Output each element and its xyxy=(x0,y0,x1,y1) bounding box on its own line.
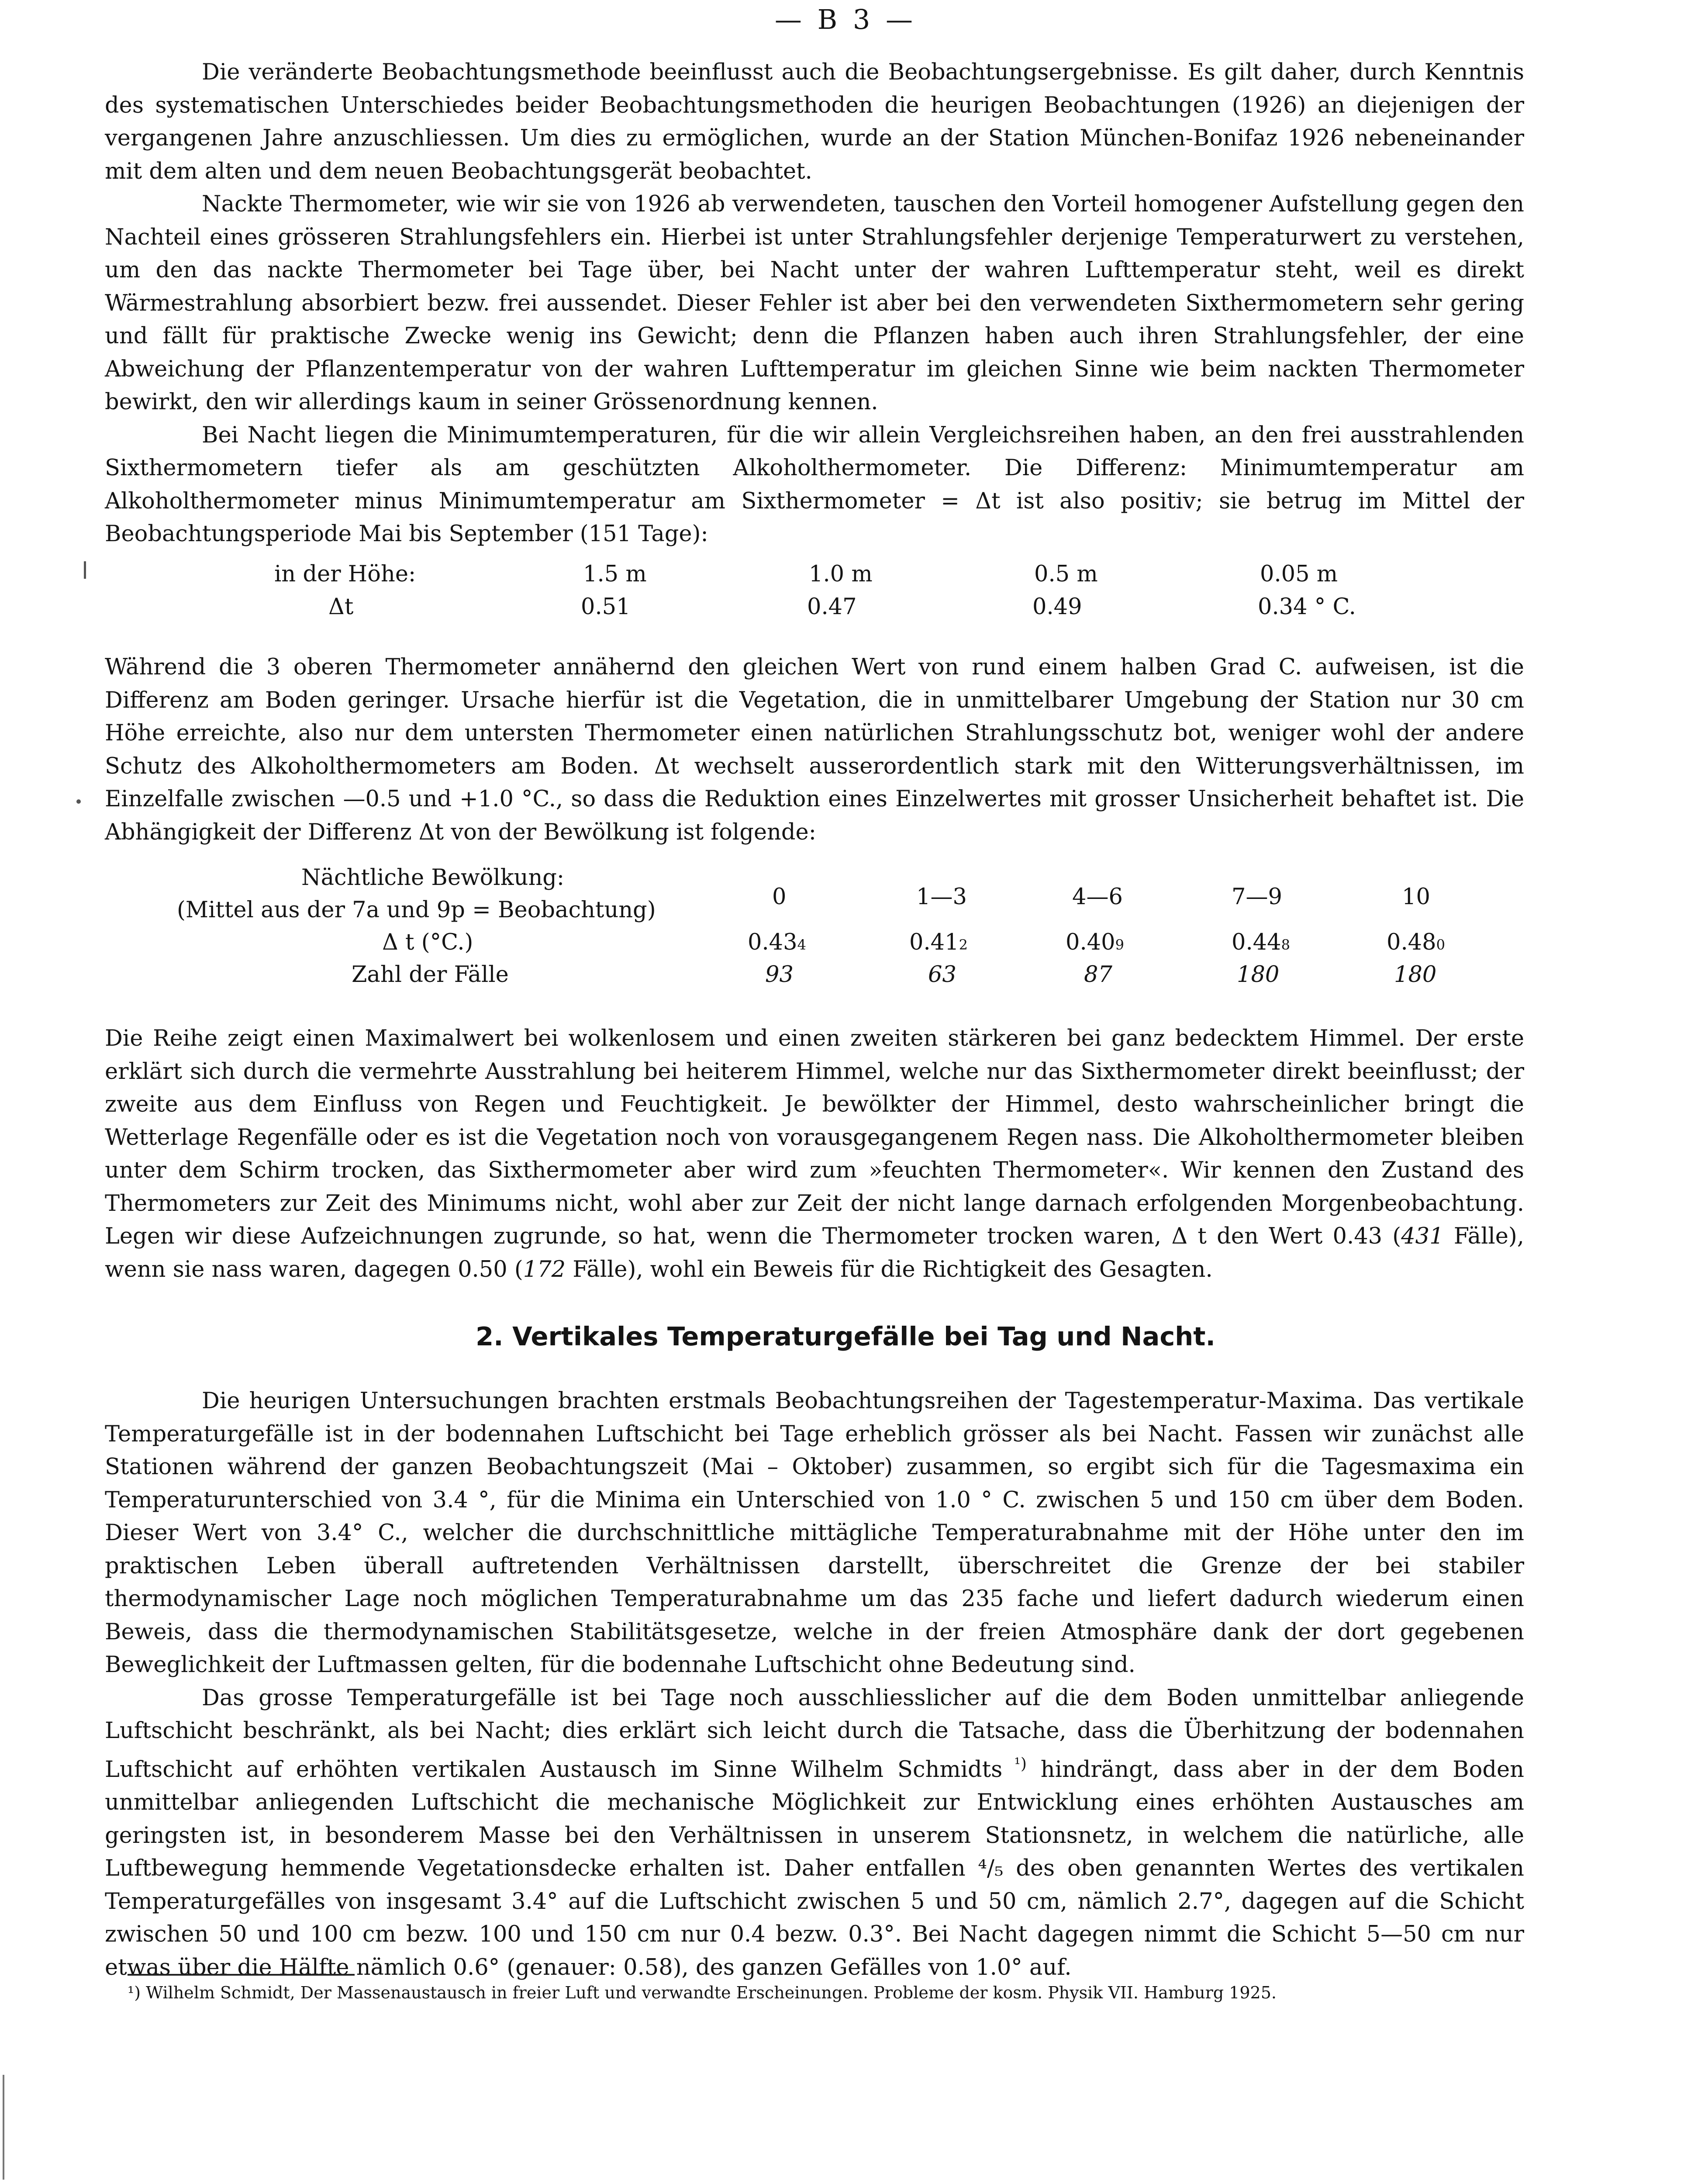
text-run: Die Reihe zeigt einen Maximalwert bei wolkenlosem und einen zweiten stärkeren bei ganz bedecktem Himmel. Der erste erklärt sich durch die vermehrte Ausstrahlung bei heiterem Himmel, welche nur das Sixthermometer direkt beeinflusst; der zweite aus dem Einfluss von Regen und Feuchtigkeit. Je bewölkter der Himmel, desto wahrscheinlicher bringt die Wetterlage Regenfälle oder es ist die Vegetation noch von vorausgegangenem Regen nass. Die Alkoholthermometer bleiben unter dem Schirm trocken, das Sixthermometer aber wird zum »feuchten Thermometer«. Wir kennen den Zustand des Thermometers zur Zeit des Minimums nicht, wohl aber zur Zeit der nicht lange darnach erfolgenden Morgenbeobachtung. Legen wir diese Aufzeichnungen zugrunde, so hat, wenn die Thermometer trocken waren, Δ t den Wert 0.43 ( xyxy=(105,1026,1524,1249)
footnote: ¹) Wilhelm Schmidt, Der Massenaustausch in freier Luft und verwandte Erscheinungen. Probleme der kosm. Physik VII. Hamburg 1925. xyxy=(128,1983,1277,2002)
dt-main: 0.41 xyxy=(909,930,959,955)
height-value: 0.5 m xyxy=(1034,561,1098,587)
text-run: Das grosse Temperaturgefälle ist bei Tage noch ausschliesslicher auf die dem Boden unmittelbar anliegende Luftschicht beschränkt, als bei Nacht; dies erklärt sich leicht durch die Tatsache, dass die Überhitzung der bodennahen Luftschicht auf erhöhten vertikalen Austausch im Sinne Wilhelm Schmidts xyxy=(105,1685,1524,1783)
margin-mark xyxy=(76,799,81,804)
count-cell: 87 xyxy=(1084,962,1112,988)
dt-cell xyxy=(1387,930,1445,955)
dt-sub: 2 xyxy=(959,936,968,953)
text-block-3 xyxy=(105,1022,1524,1286)
text-run: hindrängt, dass aber in der dem Boden unmittelbar anliegenden Luftschicht die mechanische Möglichkeit zur Entwicklung eines erhöhten Austausches am geringsten ist, in besonderem Masse bei den Verhältnissen in unserem Stationsnetz, in welchem die natürliche, alle Luftbewegung hemmende Vegetationsdecke erhalten ist. Daher entfallen ⁴/₅ des oben genannten Wertes des vertikalen Temperaturgefälles von insgesamt 3.4° auf die Luftschicht zwischen 5 und 50 cm, nämlich 2.7°, dagegen auf die Schicht zwischen 50 und 100 cm bezw. 100 und 150 cm nur 0.4 bezw. 0.3°. Bei Nacht dagegen nimmt die Schicht 5—50 cm nur etwas über die Hälfte nämlich 0.6° (genauer: 0.58), des ganzen Gefälles von 1.0° auf. xyxy=(105,1756,1524,1980)
count-label: Zahl der Fälle xyxy=(352,962,509,988)
section-heading: 2. Vertikales Temperaturgefälle bei Tag und Nacht. xyxy=(476,1321,1215,1351)
paragraph xyxy=(105,1682,1524,1984)
cloud-table xyxy=(0,865,1691,996)
dt-label: Δ t (°C.) xyxy=(382,930,473,955)
case-count: 431 xyxy=(1401,1223,1444,1249)
dt-sub: 9 xyxy=(1115,936,1124,953)
page-header: — B 3 — xyxy=(774,3,917,35)
paragraph: Die veränderte Beobachtungsmethode beeinflusst auch die Beobachtungsergebnisse. Es gilt daher, durch Kenntnis des systematischen Unterschiedes beider Beobachtungsmethoden die heurigen Beobachtungen (1926) an diejenigen der vergangenen Jahre anzuschliessen. Um dies zu ermöglichen, wurde an der Station München-Bonifaz 1926 nebeneinander mit dem alten und dem neuen Beobachtungsgerät beobachtet. xyxy=(105,59,1524,184)
count-cell: 180 xyxy=(1237,962,1280,988)
paragraph xyxy=(105,1022,1524,1286)
dt-value: 0.34 ° C. xyxy=(1258,594,1356,620)
paragraph: Bei Nacht liegen die Minimumtemperaturen, für die wir allein Vergleichsreihen haben, an den frei ausstrahlenden Sixthermometern tiefer als am geschützten Alkoholthermometer. Die Differenz: Minimumtemperatur am Alkoholthermometer minus Minimumtemperatur am Sixthermometer = Δt ist also positiv; sie betrug im Mittel der Beobachtungsperiode Mai bis September (151 Tage): xyxy=(105,422,1524,547)
text-block-4 xyxy=(105,1385,1524,1984)
dt-sub: 8 xyxy=(1281,936,1290,953)
dt-row-label: Δt xyxy=(328,594,354,620)
count-cell: 180 xyxy=(1394,962,1437,988)
height-value: 0.05 m xyxy=(1260,561,1338,587)
count-cell: 63 xyxy=(928,962,956,988)
margin-mark xyxy=(84,561,86,579)
dt-main: 0.40 xyxy=(1066,930,1115,955)
dt-value: 0.49 xyxy=(1032,594,1082,620)
dt-sub: 4 xyxy=(797,936,806,953)
mean-label: (Mittel aus der 7a und 9p = Beobachtung) xyxy=(177,897,656,923)
paragraph: Nackte Thermometer, wie wir sie von 1926 ab verwendeten, tauschen den Vorteil homogener Aufstellung gegen den Nachteil eines grösseren Strahlungsfehlers ein. Hierbei ist unter Strahlungsfehler derjenige Temperaturwert zu verstehen, um den das nackte Thermometer bei Tage über, bei Nacht unter der wahren Lufttemperatur steht, weil es direkt Wärmestrahlung absorbiert bezw. frei aussendet. Dieser Fehler ist aber bei den verwendeten Sixthermometern sehr gering und fällt für praktische Zwecke wenig ins Gewicht; denn die Pflanzen haben auch ihren Strahlungsfehler, der eine Abweichung der Pflanzentemperatur von der wahren Lufttemperatur im gleichen Sinne wie beim nackten Thermometer bewirkt, den wir allerdings kaum in seiner Grössenordnung kennen. xyxy=(105,191,1524,415)
height-value: 1.0 m xyxy=(809,561,873,587)
dt-cell xyxy=(748,930,806,955)
dt-main: 0.44 xyxy=(1232,930,1281,955)
paragraph: Die heurigen Untersuchungen brachten erstmals Beobachtungsreihen der Tagestemperatur-Maxima. Das vertikale Temperaturgefälle ist in der bodennahen Luftschicht bei Tage erheblich grösser als bei Nacht. Fassen wir zunächst alle Stationen während der ganzen Beobachtungszeit (Mai – Oktober) zusammen, so ergibt sich für die Tagesmaxima ein Temperaturunterschied von 3.4 °, für die Minima ein Unterschied von 1.0 ° C. zwischen 5 und 150 cm über dem Boden. Dieser Wert von 3.4° C., welcher die durchschnittliche mittägliche Temperaturabnahme mit der Höhe unter den im praktischen Leben überall auftretenden Verhältnissen darstellt, überschreitet die Grenze der bei stabiler thermodynamischer Lage noch möglichen Temperaturabnahme um das 235 fache und liefert dadurch wiederum einen Beweis, dass die thermodynamischen Stabilitätsgesetze, welche in der freien Atmosphäre dank der dort gegebenen Beweglichkeit der Luftmassen gelten, für die bodennahe Luftschicht ohne Bedeutung sind. xyxy=(105,1388,1524,1678)
dt-cell xyxy=(1066,930,1124,955)
text-run: Fälle), wohl ein Beweis für die Richtigkeit des Gesagten. xyxy=(566,1256,1213,1282)
dt-cell xyxy=(909,930,968,955)
cloud-column: 1—3 xyxy=(916,884,967,910)
dt-value: 0.47 xyxy=(807,594,857,620)
cloud-column: 10 xyxy=(1402,884,1430,910)
dt-main: 0.43 xyxy=(748,930,797,955)
dt-main: 0.48 xyxy=(1387,930,1436,955)
cloud-column: 4—6 xyxy=(1072,884,1123,910)
height-value: 1.5 m xyxy=(583,561,647,587)
text-block-1 xyxy=(105,56,1524,551)
count-cell: 93 xyxy=(765,962,794,988)
text-block-2 xyxy=(105,651,1524,849)
case-count: 172 xyxy=(523,1256,566,1282)
height-table xyxy=(0,561,1691,631)
cloud-column: 7—9 xyxy=(1232,884,1282,910)
text-run: Fälle), wenn sie nass waren, dagegen 0.50 ( xyxy=(105,1223,1524,1282)
dt-value: 0.51 xyxy=(581,594,631,620)
paragraph: Während die 3 oberen Thermometer annähernd den gleichen Wert von rund einem halben Grad C. aufweisen, ist die Differenz am Boden geringer. Ursache hierfür ist die Vegetation, die in unmittelbarer Umgebung der Station nur 30 cm Höhe erreichte, also nur dem untersten Thermometer einen natürlichen Strahlungsschutz bot, weniger wohl der andere Schutz des Alkoholthermometers am Boden. Δt wechselt ausserordentlich stark mit den Witterungsverhältnissen, im Einzelfalle zwischen —0.5 und +1.0 °C., so dass die Reduktion eines Einzelwertes mit grosser Unsicherheit behaftet ist. Die Abhängigkeit der Differenz Δt von der Bewölkung ist folgende: xyxy=(105,654,1524,845)
dt-cell xyxy=(1232,930,1290,955)
height-row-label: in der Höhe: xyxy=(274,561,416,587)
scan-edge-mark xyxy=(3,2075,4,2180)
dt-sub: 0 xyxy=(1436,936,1445,953)
footnote-ref: ¹) xyxy=(1002,1755,1027,1773)
cloud-label: Nächtliche Bewölkung: xyxy=(301,865,565,891)
footnote-rule xyxy=(128,1974,355,1976)
cloud-column: 0 xyxy=(772,884,787,910)
